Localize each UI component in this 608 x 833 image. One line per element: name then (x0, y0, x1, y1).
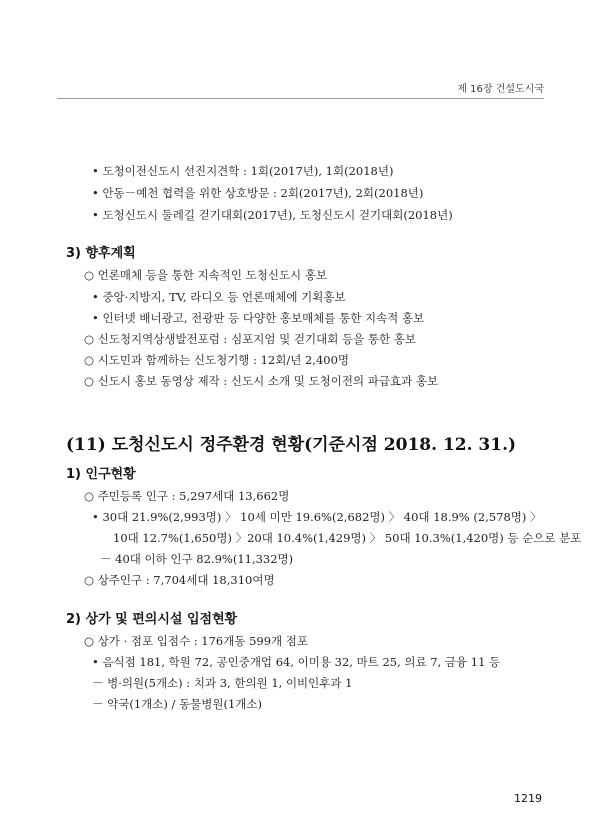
chapter-header: 제 16장 건설도시국 (457, 84, 544, 95)
list-item: ○ 주민등록 인구 : 5,297세대 13,662명 (84, 489, 290, 503)
list-item: － 병·의원(5개소) : 치과 3, 한의원 1, 이비인후과 1 (92, 676, 353, 690)
list-item: ○ 언론매체 등을 통한 지속적인 도청신도시 홍보 (84, 268, 328, 282)
list-item: 10대 12.7%(1,650명) 〉20대 10.4%(1,429명) 〉 50대 10.3%(1,420명) 등 순으로 분포 (113, 531, 582, 545)
list-item: ○ 상가 · 점포 입점수 : 176개동 599개 점포 (84, 634, 309, 648)
subsection-heading: 3) 향후계획 (66, 246, 136, 261)
list-item: ○ 신도청지역상생발전포럼 : 심포지엄 및 걷기대회 등을 통한 홍보 (84, 332, 416, 346)
subsection-heading: 1) 인구현황 (66, 467, 136, 482)
list-item: • 안동－예천 협력을 위한 상호방문 : 2회(2017년), 2회(2018년) (92, 186, 424, 200)
list-item: • 도청신도시 둘레길 걷기대회(2017년), 도청신도시 걷기대회(2018년) (92, 208, 453, 222)
list-item: ○ 상주인구 : 7,704세대 18,310여명 (84, 573, 275, 587)
list-item: ○ 시도민과 함께하는 신도청기행 : 12회/년 2,400명 (84, 353, 350, 367)
section-title: (11) 도청신도시 정주환경 현황(기준시점 2018. 12. 31.) (66, 435, 517, 455)
subsection-heading: 2) 상가 및 편의시설 입점현황 (66, 612, 238, 627)
list-item: • 30대 21.9%(2,993명) 〉 10세 미만 19.6%(2,682명) 〉 40대 18.9% (2,578명) 〉 (92, 510, 542, 524)
list-item: • 중앙·지방지, TV, 라디오 등 언론매체에 기획홍보 (92, 290, 346, 304)
list-item: • 음식점 181, 학원 72, 공인중개업 64, 이미용 32, 마트 25, 의료 7, 금융 11 등 (92, 655, 501, 669)
list-item: － 40대 이하 인구 82.9%(11,332명) (100, 552, 294, 566)
header-divider (57, 98, 544, 99)
list-item: • 인터넷 배너광고, 전광판 등 다양한 홍보매체를 통한 지속적 홍보 (92, 311, 425, 325)
list-item: • 도청이전신도시 선진지견학 : 1회(2017년), 1회(2018년) (92, 164, 394, 178)
list-item: － 약국(1개소) / 동물병원(1개소) (92, 697, 263, 711)
page-number: 1219 (514, 792, 542, 805)
list-item: ○ 신도시 홍보 동영상 제작 : 신도시 소개 및 도청이전의 파급효과 홍보 (84, 374, 439, 388)
